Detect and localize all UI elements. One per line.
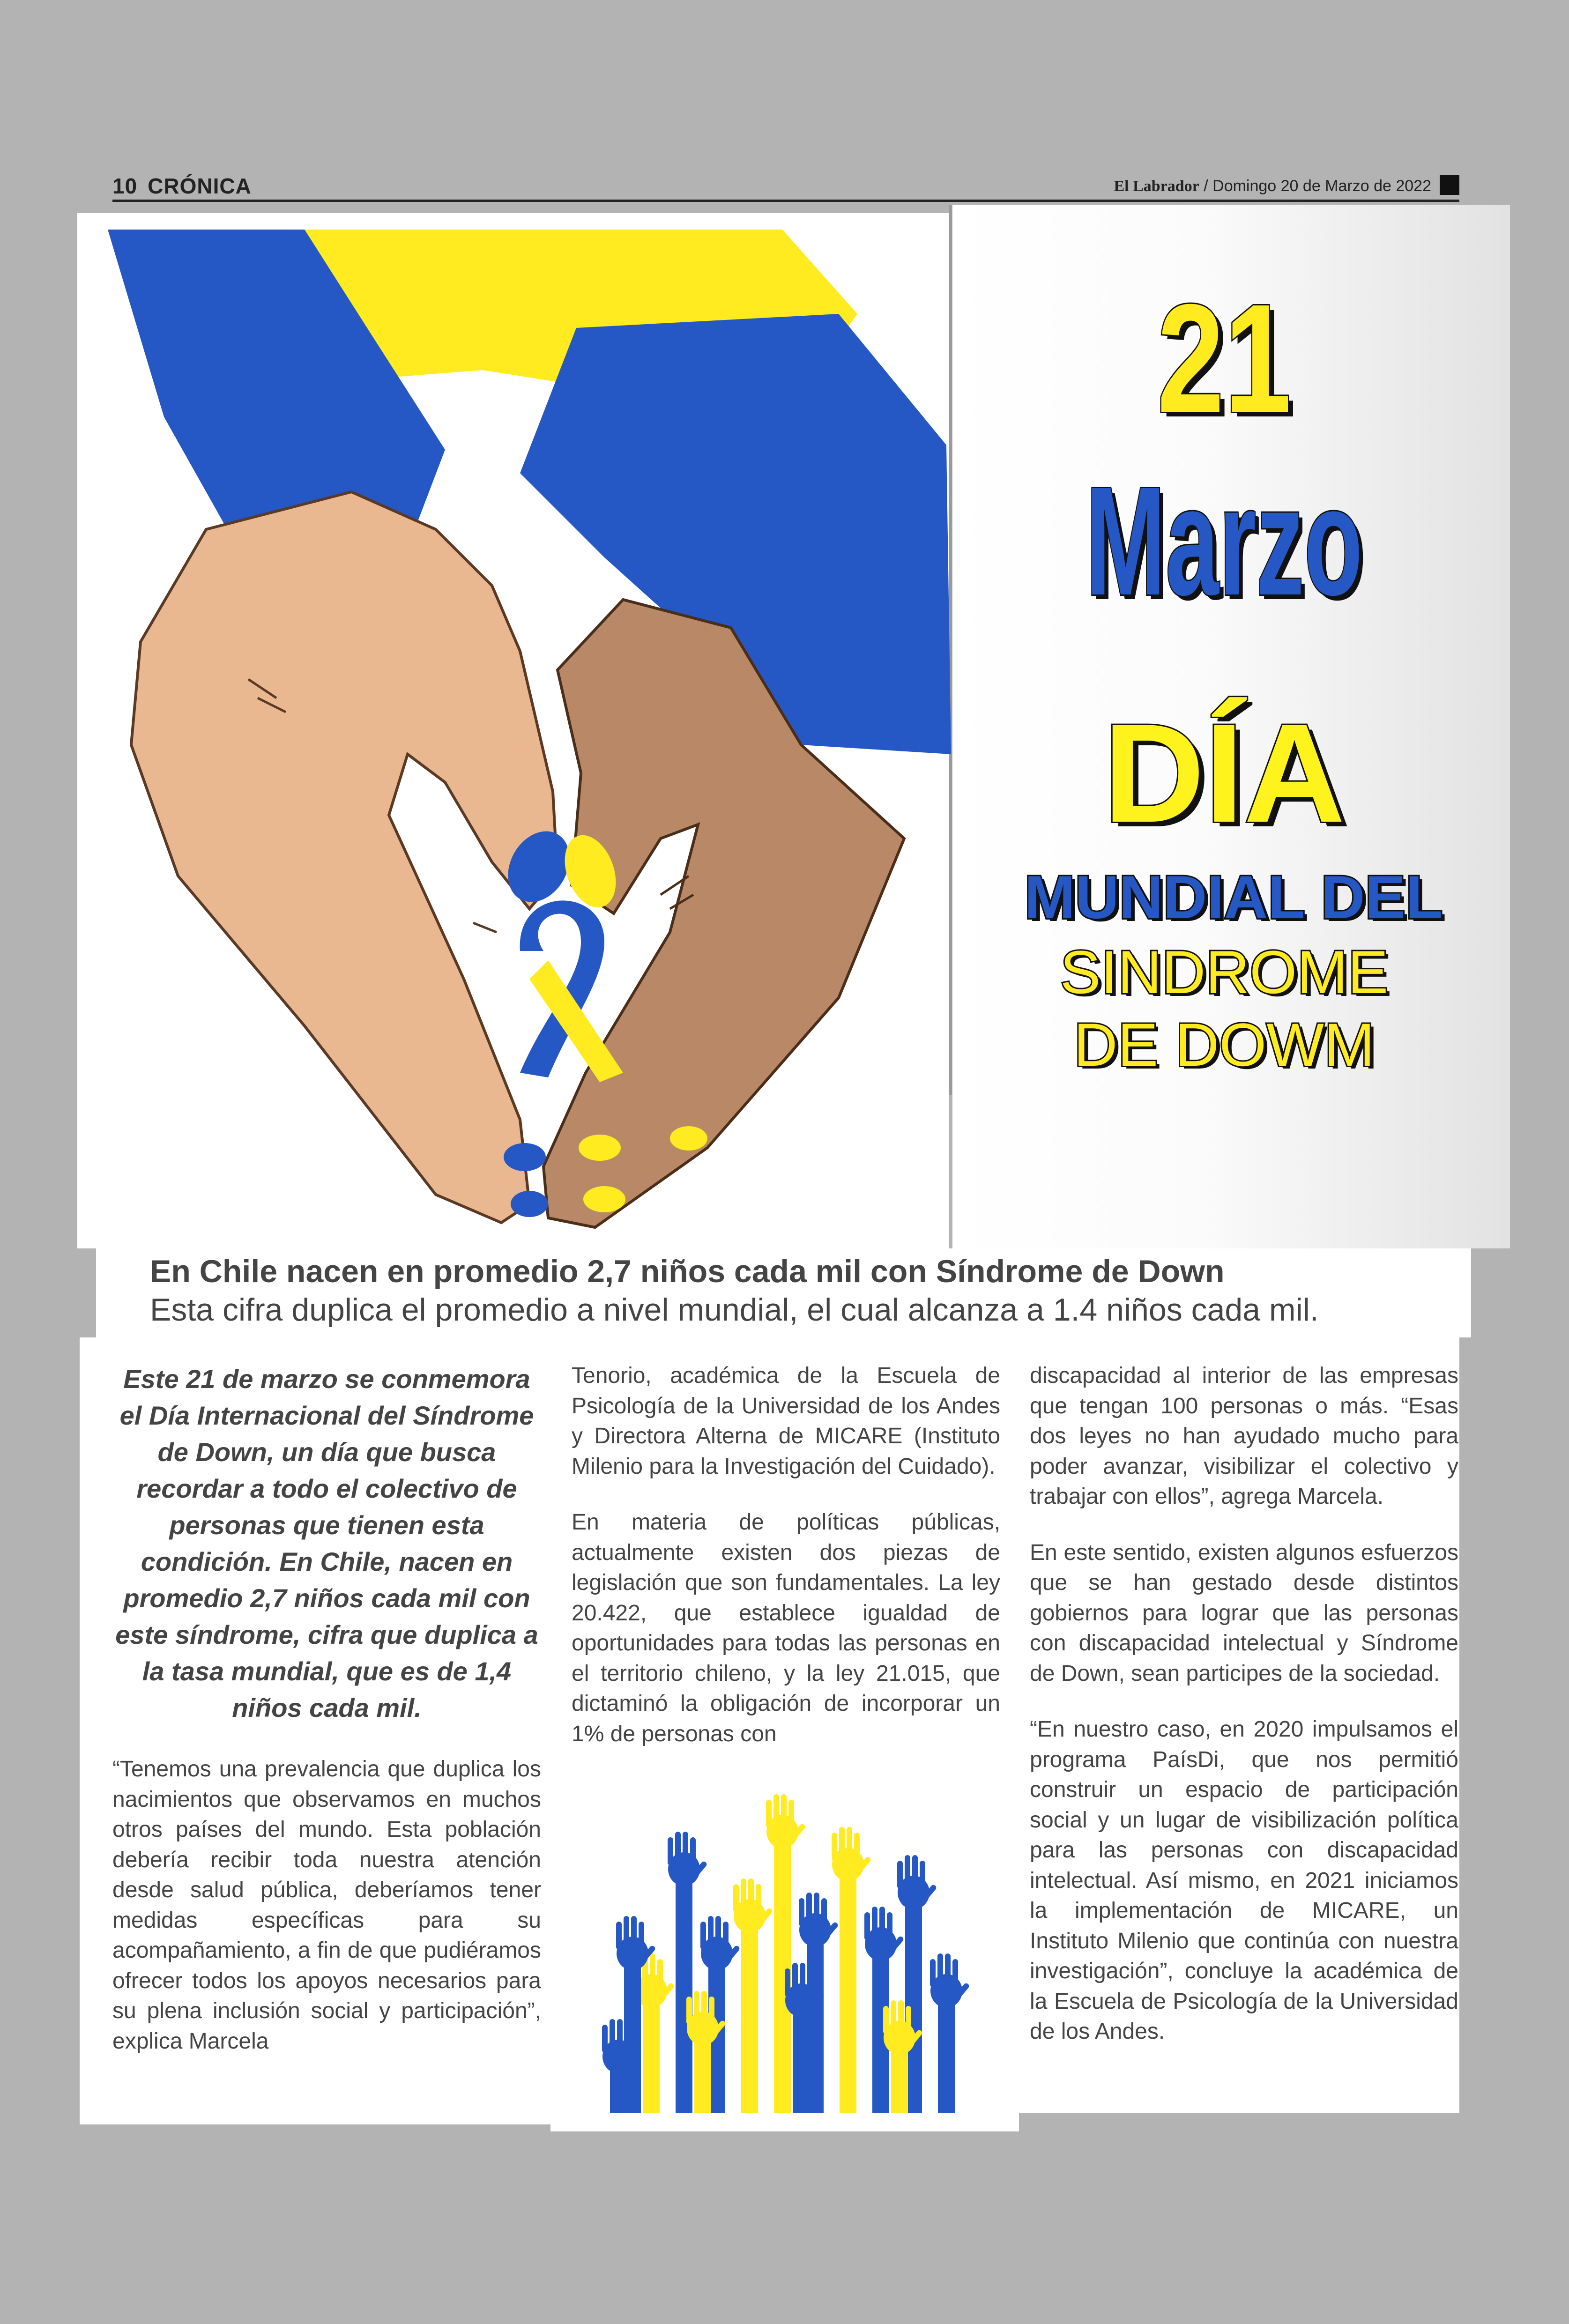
article-paragraph: “En nuestro caso, en 2020 impulsamos el programa PaísDi, que nos permitió construir un espacio de participación social y un lugar de visibilización política para las personas con discapacidad intelectual. Así mismo, en 2021 iniciamos la implementación de MICARE, un Instituto Milenio que continúa con nuestra investigación”, concluye la académica de la Escuela de Psicología de la Universidad de los Andes. <box>1030 1717 1458 2044</box>
hero-dia: DÍA <box>1103 694 1346 852</box>
hero-line-sindrome: SINDROME <box>1060 938 1389 1006</box>
page-header <box>112 173 1459 202</box>
page-number: 10 <box>112 174 138 198</box>
section-name: CRÓNICA <box>148 174 252 198</box>
article-column-3 <box>1030 1361 1458 2073</box>
article-paragraph: En materia de políticas públicas, actualmente existen dos piezas de legislación que son fundamentales. La ley 20.422, que establece igualdad de oportunidades para todas las personas en el territorio chileno, y la ley 21.015, que dictaminó la obligación de incorporar un 1% de personas con <box>572 1510 1000 1746</box>
issue-date: / Domingo 20 de Marzo de 2022 <box>1199 177 1431 195</box>
article-lead: Este 21 de marzo se conmemora el Día Internacional del Síndrome de Down, un día que busca recordar a todo el colectivo de personas que tienen esta condición. En Chile, nacen en promedio 2,7 niños cada mil con este síndrome, cifra que duplica a la tasa mundial, que es de 1,4 niños cada mil. <box>115 1364 538 1723</box>
raised-hand-icon <box>832 1827 872 2113</box>
hero-month: Marzo <box>1086 454 1363 627</box>
hero-line-down: DE DOWM <box>1073 1010 1375 1079</box>
article-column-1 <box>112 1361 541 2082</box>
heart-hands-illustration <box>108 230 951 1246</box>
raised-hands-illustration <box>581 1785 993 2113</box>
section-label <box>112 173 252 199</box>
article-paragraph: Tenorio, académica de la Escuela de Psicología de la Universidad de los Andes y Directora Alterna de MICARE (Instituto Milenio para la Investigación del Cuidado). <box>572 1363 1000 1479</box>
hero-day: 21 <box>1157 272 1292 445</box>
dateline <box>1114 177 1431 195</box>
article-paragraph: “Tenemos una prevalencia que duplica los nacimientos que observamos en muchos otros países del mundo. Esta población debería recibir toda nuestra atención desde salud pública, deberíamos tener medidas específicas para su acompañamiento, a fin de que pudiéramos ofrecer todos los apoyos necesarios para su plena inclusión social y participación”, explica Marcela <box>112 1757 541 2054</box>
article-paragraph: discapacidad al interior de las empresas que tengan 100 personas o más. “Esas dos leyes no han ayudado mucho para poder avanzar, visibilizar el colectivo y trabajar con ellos”, agrega Marcela. <box>1030 1363 1458 1509</box>
article-column-2 <box>572 1361 1000 1775</box>
header-square-marker <box>1440 175 1459 195</box>
article-paragraph: En este sentido, existen algunos esfuerzos que se han gestado desde distintos gobiernos para lograr que las personas con discapacidad intelectual y Síndrome de Down, sean participes de la sociedad. <box>1030 1540 1458 1686</box>
raised-hand-icon <box>733 1879 773 2113</box>
subtitle-deck: Esta cifra duplica el promedio a nivel mundial, el cual alcanza a 1.4 niños cada mil. <box>150 1292 1319 1328</box>
raised-hand-icon <box>930 1953 970 2113</box>
subtitle-headline: En Chile nacen en promedio 2,7 niños cada mil con Síndrome de Down <box>150 1254 1225 1289</box>
newspaper-name: El Labrador <box>1114 178 1199 195</box>
hero-line-mundial: MUNDIAL DEL <box>1024 863 1443 931</box>
